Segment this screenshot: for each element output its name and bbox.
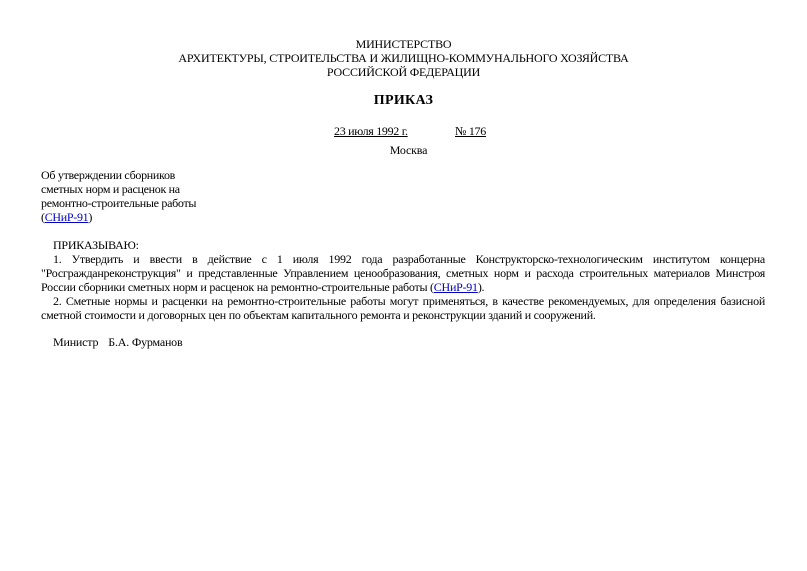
ministry-header-line-3: РОССИЙСКОЙ ФЕДЕРАЦИИ [326,65,481,79]
subject-line-3: ремонтно-строительные работы [41,196,197,210]
ministry-header [0,37,807,79]
order-keyword: ПРИКАЗЫВАЮ: [53,238,139,252]
ministry-header-line-1: МИНИСТЕРСТВО [355,37,452,51]
order-body [41,238,765,322]
subject-line-4 [41,210,241,224]
order-item-2: 2. Сметные нормы и расценки на ремонтно-строительные работы могут применяться, в качестве рекомендуемых, для определения базисной сметной стоимости и договорных цен по объектам капитального ремонта и реконструкции зданий и сооружений. [41,294,765,322]
subject-line-1: Об утверждении сборников [41,168,176,182]
document-number: № 176 [455,124,486,138]
date-number-row [0,124,807,138]
subject-line-2: сметных норм и расценок на [41,182,180,196]
document-subject [41,168,241,224]
order-item-1-text: 1. Утвердить и ввести в действие с 1 июля 1992 года разработанные Конструкторско-технологическим институтом концерна "Росгражданреконструкция" и представленные Управлением ценообразования, сметных норм и расхода строительных материалов Минстроя России сборники сметных норм и расценок на ремонтно-строительные работы ( [41,252,765,294]
snir-91-link[interactable]: СНиР-91 [44,210,89,224]
order-item-1 [41,252,765,294]
document-title: ПРИКАЗ [373,93,434,108]
subject-close-paren: ) [88,210,93,224]
snir-91-inline-link[interactable]: СНиР-91 [433,280,478,294]
signature-block [53,335,182,349]
ministry-header-line-2: АРХИТЕКТУРЫ, СТРОИТЕЛЬСТВА И ЖИЛИЩНО-КОММУНАЛЬНОГО ХОЗЯЙСТВА [178,51,629,65]
document-city: Москва [389,143,428,157]
signature-name: Б.А. Фурманов [108,335,183,349]
subject-open-paren: ( [41,210,45,224]
signature-position: Министр [53,335,99,349]
order-item-1-end: ). [477,280,485,294]
document-date: 23 июля 1992 г. [334,124,408,138]
